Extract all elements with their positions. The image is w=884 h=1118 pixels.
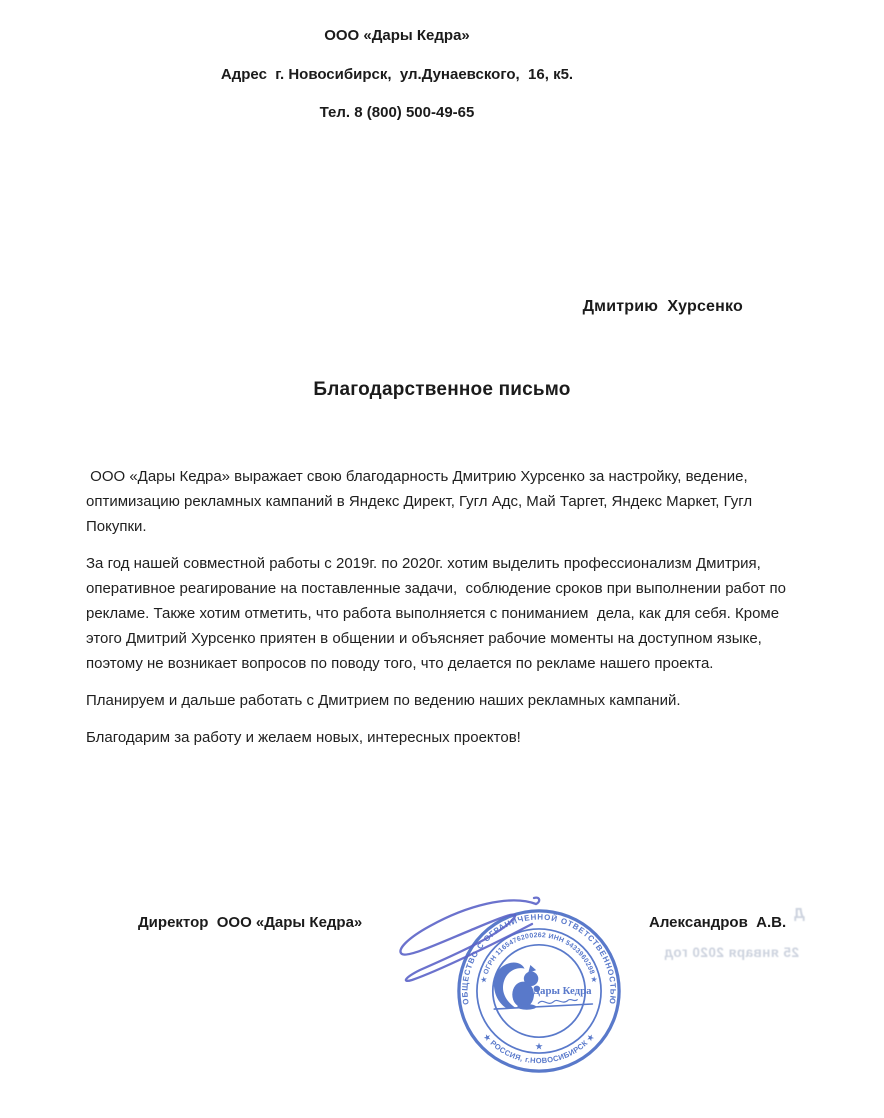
company-name: ООО «Дары Кедра» bbox=[324, 27, 470, 44]
stamp-outer-bottom-text: ★ РОССИЯ, г.НОВОСИБИРСК ★ bbox=[481, 1031, 597, 1066]
stamp-scribble bbox=[538, 999, 577, 1003]
letter-body bbox=[86, 464, 802, 762]
company-phone: Тел. 8 (800) 500-49-65 bbox=[319, 104, 475, 121]
addressee: Дмитрию Хурсенко bbox=[582, 298, 743, 315]
director-name: Александров А.В. bbox=[649, 914, 787, 931]
letter-title: Благодарственное письмо bbox=[313, 379, 571, 400]
bleed-through-date: 25 января 2020 год bbox=[664, 945, 799, 960]
stamp-bottom-star: ★ bbox=[534, 1041, 544, 1052]
director-label: Директор ООО «Дары Кедра» bbox=[138, 914, 363, 931]
paragraph-2: За год нашей совместной работы с 2019г. по 2020г. хотим выделить профессионализм Дмитрия, оперативное реагирование на поставленные задачи, соблюдение сроков при выполнении работ по рекламе. Также хотим отметить, что работа выполняется с пониманием дела, как для себя. Кроме этого Дмитрий Хурсенко приятен в общении и объясняет рабочие моменты на доступном языке, поэтому не возникает вопросов по поводу того, что делается по рекламе нашего проекта. bbox=[86, 555, 791, 672]
paragraph-3: Планируем и дальше работать с Дмитрием по ведению наших рекламных кампаний. bbox=[86, 692, 681, 709]
company-address: Адрес г. Новосибирск, ул.Дунаевского, 16, к5. bbox=[220, 66, 574, 83]
handwritten-signature bbox=[390, 888, 550, 983]
paragraph-1: ООО «Дары Кедра» выражает свою благодарность Дмитрию Хурсенко за настройку, ведение, оптимизацию рекламных кампаний в Яндекс Директ, Гугл Адс, Май Таргет, Яндекс Маркет, Гугл Покупки. bbox=[86, 468, 757, 535]
paragraph-4: Благодарим за работу и желаем новых, интересных проектов! bbox=[86, 729, 521, 746]
stamp-inner-ring-text: ★ ОГРН 1165476200262 ИНН 5433960298 ★ bbox=[480, 932, 598, 984]
stamp-outer-top-text: ОБЩЕСТВО С ОГРАНИЧЕННОЙ ОТВЕТСТВЕННОСТЬЮ bbox=[460, 912, 618, 1006]
stamp-logo-text: Дары Кедра bbox=[532, 984, 592, 997]
bleed-through-letter: Д bbox=[794, 905, 805, 922]
